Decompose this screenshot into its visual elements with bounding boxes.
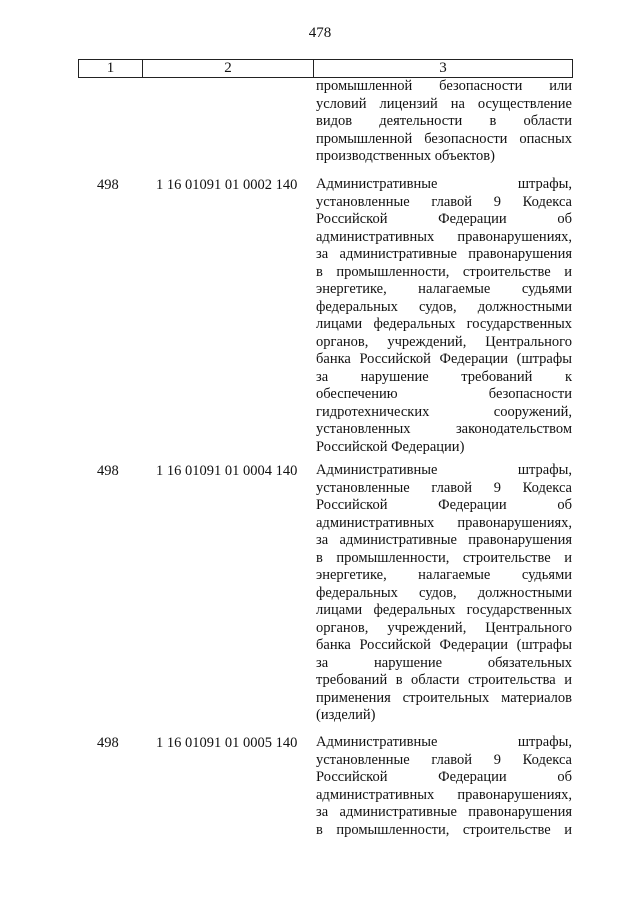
description-line: промышленной безопасности опасных (316, 130, 572, 147)
budget-classification-code: 1 16 01091 01 0002 140 (156, 177, 298, 193)
description-line: энергетике, налагаемые судьями (316, 567, 572, 583)
description-line: за административные правонарушения (316, 532, 572, 548)
description-line: видов деятельности в области (316, 113, 572, 129)
description-line: требований в области строительства и (316, 672, 572, 688)
description-line: установленные главой 9 Кодекса (316, 751, 572, 768)
header-col-2: 2 (143, 60, 314, 77)
description-line: лицами федеральных государственных (316, 316, 572, 332)
row-description (316, 734, 572, 839)
description-line: Административные штрафы, (316, 176, 572, 192)
description-line: Российской Федерации) (316, 438, 465, 455)
row-description (316, 176, 572, 456)
description-line: (изделий) (316, 707, 376, 723)
budget-classification-code: 1 16 01091 01 0005 140 (156, 735, 298, 751)
description-line: органов, учреждений, Центрального (316, 333, 572, 350)
description-line: обеспечению безопасности (316, 386, 572, 402)
table-header (78, 59, 573, 78)
description-line: административных правонарушениях, (316, 786, 572, 803)
description-line: банка Российской Федерации (штрафы (316, 637, 572, 653)
description-line: Российской Федерации об (316, 769, 572, 785)
row-description (316, 462, 572, 725)
description-line: за нарушение требований к (316, 368, 572, 385)
description-line: административных правонарушениях, (316, 228, 572, 245)
description-line: за административные правонарушения (316, 804, 572, 820)
continuation-description (316, 78, 572, 166)
description-line: гидротехнических сооружений, (316, 403, 572, 420)
description-line: промышленной безопасности или (316, 78, 572, 94)
description-line: установленные главой 9 Кодекса (316, 479, 572, 496)
header-col-3: 3 (439, 60, 447, 76)
description-line: в промышленности, строительстве и (316, 263, 572, 280)
admin-code: 498 (97, 177, 119, 193)
description-line: Российской Федерации об (316, 211, 572, 227)
description-line: банка Российской Федерации (штрафы (316, 351, 572, 367)
description-line: Административные штрафы, (316, 734, 572, 750)
description-line: условий лицензий на осуществление (316, 95, 572, 112)
description-line: установленных законодательством (316, 421, 572, 437)
description-line: Административные штрафы, (316, 462, 572, 478)
description-line: энергетике, налагаемые судьями (316, 281, 572, 297)
header-col-1: 1 (79, 60, 143, 77)
description-line: в промышленности, строительстве и (316, 549, 572, 566)
description-line: федеральных судов, должностными (316, 298, 572, 315)
description-line: федеральных судов, должностными (316, 584, 572, 601)
admin-code: 498 (97, 463, 119, 479)
description-line: за нарушение обязательных (316, 654, 572, 671)
admin-code: 498 (97, 735, 119, 751)
description-line: в промышленности, строительстве и (316, 821, 572, 838)
description-line: установленные главой 9 Кодекса (316, 193, 572, 210)
description-line: лицами федеральных государственных (316, 602, 572, 618)
description-line: Российской Федерации об (316, 497, 572, 513)
description-line: органов, учреждений, Центрального (316, 619, 572, 636)
description-line: производственных объектов) (316, 148, 495, 164)
budget-classification-code: 1 16 01091 01 0004 140 (156, 463, 298, 479)
description-line: административных правонарушениях, (316, 514, 572, 531)
description-line: за административные правонарушения (316, 246, 572, 262)
page-number: 478 (308, 25, 332, 41)
description-line: применения строительных материалов (316, 689, 572, 706)
